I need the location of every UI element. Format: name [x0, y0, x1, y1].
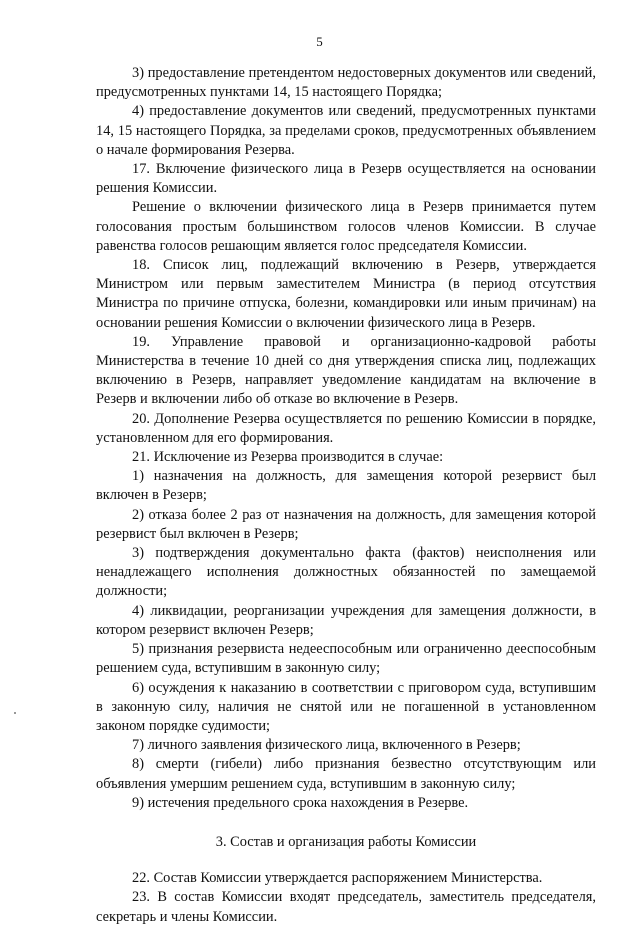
- paragraph: 18. Список лиц, подлежащий включению в Резерв, утверждается Министром или первым заместителем Министра (в период отсутствия Министра по причине отпуска, болезни, командировки или иным причинам) на основании решения Комиссии о включении физического лица в Резерв.: [96, 257, 596, 331]
- list-item: 9) истечения предельного срока нахождения в Резерве.: [132, 794, 469, 811]
- paragraphs-after: [96, 869, 596, 927]
- page-number: 5: [316, 34, 323, 49]
- list-item: 1) назначения на должность, для замещения которой резервист был включен в Резерв;: [96, 468, 596, 504]
- paragraph: 17. Включение физического лица в Резерв осуществляется на основании решения Комиссии.: [96, 161, 596, 197]
- scan-speck: [14, 712, 16, 714]
- list-item: 6) осуждения к наказанию в соответствии с приговором суда, вступившим в законную силу, наличия не снятой или не погашенной в установленном законом порядке судимости;: [96, 679, 596, 734]
- list-item: 2) отказа более 2 раз от назначения на должность, для замещения которой резервист был включен в Резерв;: [96, 506, 596, 542]
- paragraph: 21. Исключение из Резерва производится в случае:: [132, 449, 444, 466]
- paragraph: Решение о включении физического лица в Резерв принимается путем голосования простым большинством голосов членов Комиссии. В случае равенства голосов решающим является голос председателя Комиссии.: [96, 199, 596, 254]
- paragraph: 22. Состав Комиссии утверждается распоряжением Министерства.: [132, 870, 543, 887]
- list-item: 4) ликвидации, реорганизации учреждения для замещения должности, в котором резервист включен Резерв;: [96, 602, 596, 638]
- list-item: 8) смерти (гибели) либо признания безвестно отсутствующим или объявления умершим решением суда, вступившим в законную силу;: [96, 756, 596, 792]
- section-heading: 3. Состав и организация работы Комиссии: [215, 833, 477, 850]
- paragraph: 23. В состав Комиссии входят председатель, заместитель председателя, секретарь и члены Комиссии.: [96, 889, 596, 925]
- list-item: 5) признания резервиста недееспособным или ограниченно дееспособным решением суда, вступившим в законную силу;: [96, 641, 596, 677]
- list-item: 3) подтверждения документально факта (фактов) неисполнения или ненадлежащего исполнения должностных обязанностей по замещаемой должности;: [96, 545, 596, 600]
- paragraphs-before: [96, 64, 596, 813]
- paragraph: 20. Дополнение Резерва осуществляется по решению Комиссии в порядке, установленном для его формирования.: [96, 410, 596, 446]
- document-body: [96, 64, 596, 927]
- list-item: 7) личного заявления физического лица, включенного в Резерв;: [132, 737, 521, 754]
- paragraph: 3) предоставление претендентом недостоверных документов или сведений, предусмотренных пунктами 14, 15 настоящего Порядка;: [96, 65, 596, 101]
- paragraph: 19. Управление правовой и организационно-кадровой работы Министерства в течение 10 дней со дня утверждения списка лиц, подлежащих включению в Резерв, направляет уведомление кандидатам на включение в Резерв и включении либо об отказе во включение в Резерв.: [96, 333, 596, 408]
- paragraph: 4) предоставление документов или сведений, предусмотренных пунктами 14, 15 настоящего Порядка, за пределами сроков, предусмотренных объявлением о начале формирования Резерва.: [96, 103, 596, 158]
